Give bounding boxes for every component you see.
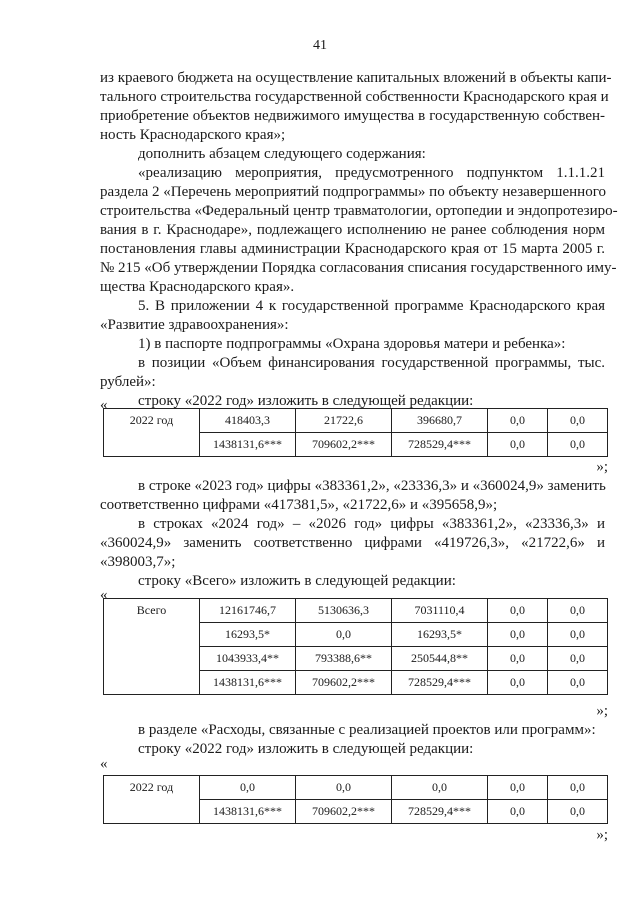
- text-line: строку «2022 год» изложить в следующей редакции:: [138, 393, 474, 409]
- table-cell: 709602,2***: [296, 671, 392, 695]
- table-cell: 0,0: [548, 776, 608, 800]
- text-line: вания в г. Краснодаре», подлежащего исполнению не ранее соблюдения норм: [100, 222, 605, 238]
- text-line: ность Краснодарского края»;: [100, 127, 286, 143]
- table-cell: 0,0: [296, 623, 392, 647]
- table-cell: 793388,6**: [296, 647, 392, 671]
- table-cell: 728529,4***: [392, 800, 488, 824]
- table-cell: 0,0: [548, 647, 608, 671]
- table-cell: 709602,2***: [296, 800, 392, 824]
- table-cell: 0,0: [488, 433, 548, 457]
- table-cell: 0,0: [392, 776, 488, 800]
- text-line: в разделе «Расходы, связанные с реализацией проектов или программ»:: [138, 722, 596, 738]
- table-cell: 0,0: [296, 776, 392, 800]
- table-cell: 0,0: [200, 776, 296, 800]
- text-line: в строке «2023 год» цифры «383361,2», «23336,3» и «360024,9» заменить: [138, 478, 606, 494]
- close-quote: »;: [596, 827, 608, 843]
- table-cell: 0,0: [548, 599, 608, 623]
- table-cell: 0,0: [488, 800, 548, 824]
- table-cell: 7031110,4: [392, 599, 488, 623]
- text-line: строку «Всего» изложить в следующей редакции:: [138, 573, 456, 589]
- text-line: дополнить абзацем следующего содержания:: [138, 146, 426, 162]
- row-label: Всего: [104, 599, 200, 695]
- text-line: из краевого бюджета на осуществление капитальных вложений в объекты капи-: [100, 70, 612, 86]
- table-cell: 0,0: [488, 599, 548, 623]
- text-line: «реализацию мероприятия, предусмотренного подпунктом 1.1.1.21: [138, 165, 605, 181]
- table-cell: 728529,4***: [392, 671, 488, 695]
- table-cell: 0,0: [488, 623, 548, 647]
- text-line: тального строительства государственной собственности Краснодарского края и: [100, 89, 609, 105]
- open-quote: «: [100, 587, 108, 603]
- close-quote: »;: [596, 459, 608, 475]
- table-total: [103, 598, 608, 695]
- table-cell: 418403,3: [200, 409, 296, 433]
- table-cell: 1438131,6***: [200, 671, 296, 695]
- open-quote: «: [100, 756, 108, 772]
- table-cell: 0,0: [488, 671, 548, 695]
- text-line: строку «2022 год» изложить в следующей редакции:: [138, 741, 474, 757]
- table-cell: 0,0: [548, 409, 608, 433]
- open-quote: «: [100, 397, 108, 413]
- text-line: «360024,9» заменить соответственно цифрами «419726,3», «21722,6» и: [100, 535, 605, 551]
- text-line: «398003,7»;: [100, 554, 176, 570]
- text-line: в строках «2024 год» – «2026 год» цифры «383361,2», «23336,3» и: [138, 516, 605, 532]
- text-line: в позиции «Объем финансирования государственной программы, тыс.: [138, 355, 605, 371]
- text-line: 5. В приложении 4 к государственной программе Краснодарского края: [138, 298, 605, 314]
- table-cell: 250544,8**: [392, 647, 488, 671]
- table-cell: 0,0: [548, 623, 608, 647]
- text-line: рублей»:: [100, 374, 156, 390]
- table-cell: 728529,4***: [392, 433, 488, 457]
- text-line: щества Краснодарского края».: [100, 279, 295, 295]
- table-2022-expenses: [103, 775, 608, 824]
- table-row: [104, 776, 608, 800]
- close-quote: »;: [596, 703, 608, 719]
- row-label: 2022 год: [104, 776, 200, 824]
- table-cell: 1043933,4**: [200, 647, 296, 671]
- table-cell: 396680,7: [392, 409, 488, 433]
- table-cell: 1438131,6***: [200, 433, 296, 457]
- table-cell: 0,0: [548, 800, 608, 824]
- table-2022-passport: [103, 408, 608, 457]
- table-cell: 0,0: [548, 671, 608, 695]
- table-cell: 12161746,7: [200, 599, 296, 623]
- text-line: № 215 «Об утверждении Порядка согласования списания государственного иму-: [100, 260, 617, 276]
- text-line: приобретение объектов недвижимого имущества в государственную собствен-: [100, 108, 605, 124]
- table-cell: 21722,6: [296, 409, 392, 433]
- table-cell: 709602,2***: [296, 433, 392, 457]
- table-cell: 0,0: [488, 776, 548, 800]
- table-cell: 5130636,3: [296, 599, 392, 623]
- table-cell: 16293,5*: [200, 623, 296, 647]
- table-cell: 0,0: [548, 433, 608, 457]
- row-label: 2022 год: [104, 409, 200, 457]
- text-line: «Развитие здравоохранения»:: [100, 317, 289, 333]
- text-line: соответственно цифрами «417381,5», «21722,6» и «395658,9»;: [100, 497, 498, 513]
- text-line: постановления главы администрации Краснодарского края от 15 марта 2005 г.: [100, 241, 605, 257]
- text-line: раздела 2 «Перечень мероприятий подпрограммы» по объекту незавершенного: [100, 184, 606, 200]
- table-row: [104, 409, 608, 433]
- page-number: 41: [313, 38, 327, 53]
- text-line: строительства «Федеральный центр травматологии, ортопедии и эндопротезиро-: [100, 203, 618, 219]
- text-line: 1) в паспорте подпрограммы «Охрана здоровья матери и ребенка»:: [138, 336, 566, 352]
- table-cell: 1438131,6***: [200, 800, 296, 824]
- table-cell: 16293,5*: [392, 623, 488, 647]
- table-cell: 0,0: [488, 647, 548, 671]
- table-row: [104, 599, 608, 623]
- table-cell: 0,0: [488, 409, 548, 433]
